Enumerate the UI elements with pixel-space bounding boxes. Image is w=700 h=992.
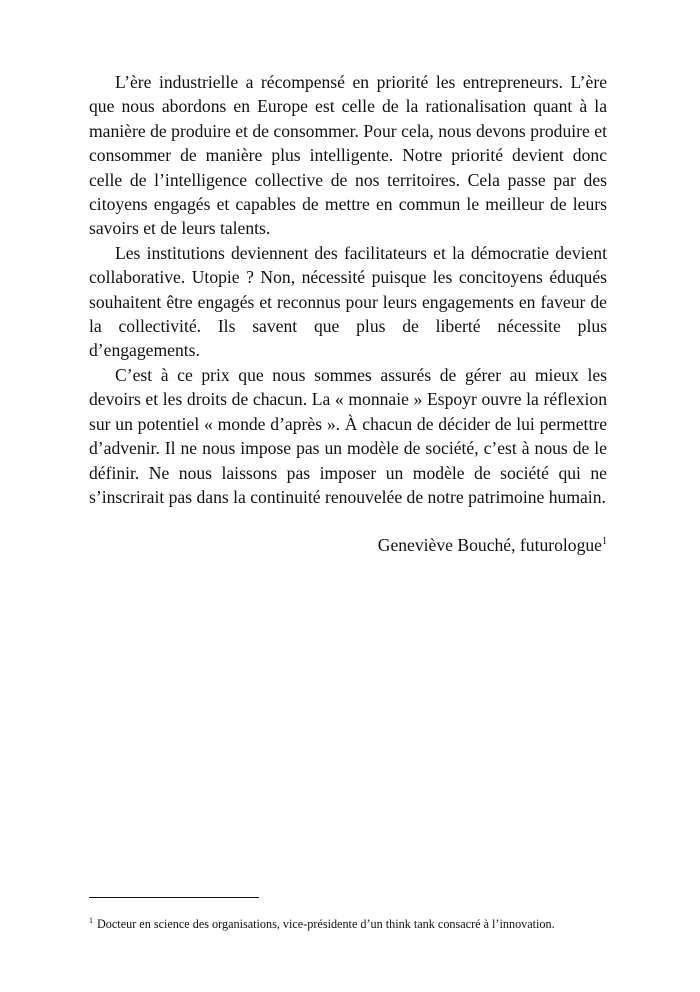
signature-text: Geneviève Bouché, futurologue [377,535,602,556]
paragraph-2: Les institutions deviennent des facilitateurs et la démocratie devient collaborative. Utopie ? Non, nécessité puisque les concitoyens éduqués souhaitent être engagés et reconnus pour leurs engagements en faveur de la collectivité. Ils savent que plus de liberté nécessite plus d’engagements. [89,242,607,361]
paragraph-3: C’est à ce prix que nous sommes assurés de gérer au mieux les devoirs et les droits de chacun. La « monnaie » Espoyr ouvre la réflexion sur un potentiel « monde d’après ». À chacun de décider de lui permettre d’advenir. Il ne nous impose pas un modèle de société, c’est à nous de le définir. Ne nous laissons pas imposer un modèle de société qui ne s’inscrirait pas dans la continuité renouvelée de notre patrimoine humain. [89,364,607,507]
paragraph-1: L’ère industrielle a récompensé en priorité les entrepreneurs. L’ère que nous abordons en Europe est celle de la rationalisation quant à la manière de produire et de consommer. Pour cela, nous devons produire et consommer de manière plus intelligente. Notre priorité devient donc celle de l’intelligence collective de nos territoires. Cela passe par des citoyens engagés et capables de mettre en commun le meilleur de leurs savoirs et de leurs talents. [89,72,607,239]
footnote-mark: 1 [89,915,93,925]
page-body [89,70,607,558]
footnote-reference[interactable]: 1 [602,536,607,548]
footnote [89,916,609,932]
author-signature [89,533,607,557]
footnote-separator [89,897,259,898]
footnote-text: Docteur en science des organisations, vice-présidente d’un think tank consacré à l’innovation. [97,917,555,931]
